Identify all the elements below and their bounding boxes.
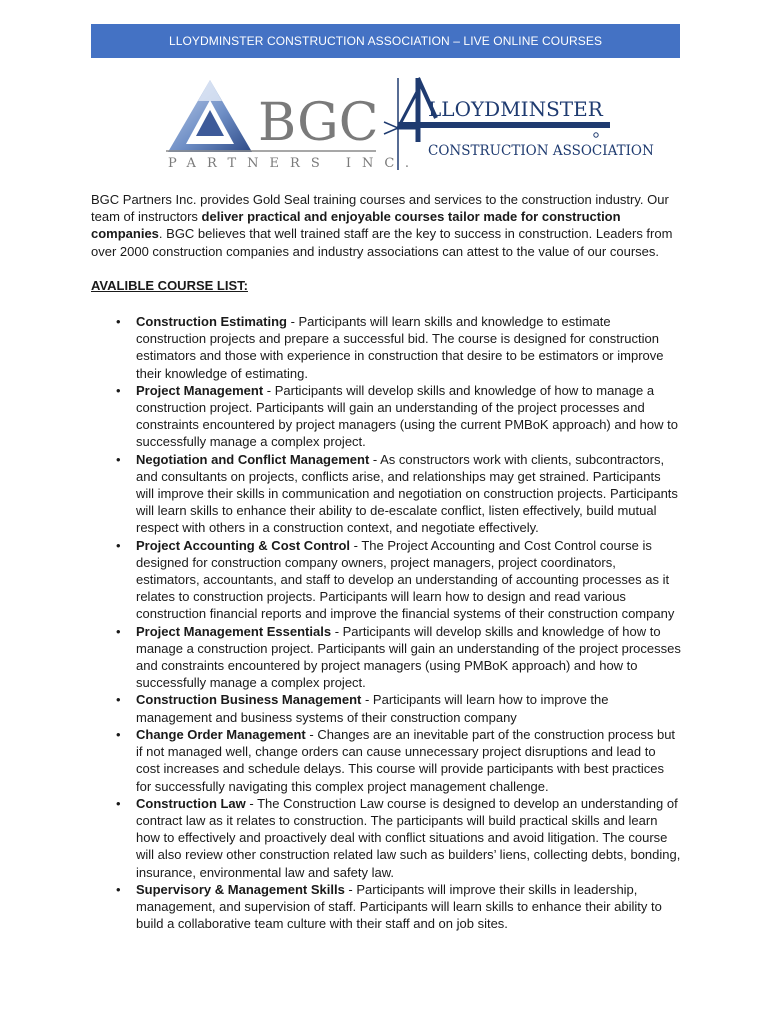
course-description: - The Project Accounting and Cost Control course is designed for construction company owners, project managers, project coordinators, estimators, accountants, and staff to develop an understanding of accounting processes as it relates to construction projects. Participants will learn how to design and read various construction financial reports and improve the financial systems of their construction company bbox=[136, 537, 675, 622]
bgc-triangle-icon bbox=[168, 80, 252, 152]
bullet-icon: • bbox=[116, 881, 121, 897]
course-description: - Participants will develop skills and knowledge of how to manage a construction project. Participants will gain an understanding of the project processes and constraints encountered by project managers (using PMBoK approach) and how to successfully manage a complex project. bbox=[136, 623, 681, 691]
course-item bbox=[91, 795, 681, 881]
bullet-icon: • bbox=[116, 451, 121, 467]
bullet-icon: • bbox=[116, 726, 121, 742]
lca-line1: LLOYDMINSTER bbox=[428, 97, 603, 121]
course-description: - Participants will learn skills and knowledge to estimate construction projects and prepare a successful bid. The course is designed for construction estimators and those with experience in construction that desire to be estimators or improve their knowledge of estimating. bbox=[136, 314, 664, 381]
course-name: Supervisory & Management Skills bbox=[136, 881, 345, 897]
course-description: - The Construction Law course is designed to develop an understanding of contract law as it relates to construction. The participants will build practical skills and learn how to effectively and proactively deal with conflict situations and avoid litigation. The course will also review other construction related law such as builders’ liens, collecting debts, bonding, insurance, environmental law and safety law. bbox=[136, 795, 681, 880]
course-name: Construction Estimating bbox=[136, 314, 287, 330]
header-banner bbox=[91, 24, 680, 58]
course-item bbox=[91, 726, 681, 795]
course-name: Construction Business Management bbox=[136, 692, 362, 708]
course-item bbox=[91, 451, 681, 537]
logo-row bbox=[0, 68, 770, 174]
bullet-icon: • bbox=[116, 795, 121, 811]
bgc-wordmark: BGC bbox=[258, 93, 379, 153]
course-name: Project Management Essentials bbox=[136, 623, 332, 639]
bgc-tagline: PARTNERS INC. bbox=[168, 156, 420, 171]
bgc-partners-logo bbox=[166, 74, 420, 171]
course-list bbox=[91, 313, 681, 932]
course-name: Project Management bbox=[136, 382, 264, 398]
course-name: Change Order Management bbox=[136, 726, 306, 742]
course-item bbox=[91, 537, 681, 623]
course-name: Project Accounting & Cost Control bbox=[136, 537, 351, 553]
intro-text-bold: deliver practical and enjoyable courses tailor made for construction companies bbox=[91, 209, 621, 242]
course-item bbox=[91, 313, 681, 382]
course-description: - Participants will improve their skills in leadership, management, and supervision of staff. Participants will learn skills to enhance their ability to build a collaborative team culture with their staff and on job sites. bbox=[136, 881, 662, 932]
course-item bbox=[91, 382, 681, 451]
course-list-heading: AVALIBLE COURSE LIST: bbox=[91, 277, 248, 293]
course-item bbox=[91, 623, 681, 692]
intro-text-1: BGC Partners Inc. provides Gold Seal training courses and services to the construction industry. Our team of instructors bbox=[91, 192, 669, 225]
main-content bbox=[91, 191, 681, 932]
banner-text: LLOYDMINSTER CONSTRUCTION ASSOCIATION – LIVE ONLINE COURSES bbox=[168, 34, 603, 48]
bullet-icon: • bbox=[116, 314, 121, 330]
course-name: Construction Law bbox=[136, 795, 246, 811]
bullet-icon: • bbox=[116, 692, 121, 708]
course-description: - As constructors work with clients, subcontractors, and consultants on projects, conflicts arise, and relationships may get strained. Participants will improve their skills in communication and negotiation on construction projects. Participants will learn skills to enhance their ability to de-escalate conflict, listen effectively, build mutual respect with others in a construction context, and negotiate effectively. bbox=[136, 451, 678, 536]
bullet-icon: • bbox=[116, 382, 121, 398]
lca-line2: CONSTRUCTION ASSOCIATION bbox=[428, 143, 654, 159]
intro-text-2: . BGC believes that well trained staff are the key to success in construction. Leaders from over 2000 construction companies and industry associations can attest to the value of our courses. bbox=[91, 226, 673, 259]
course-description: - Changes are an inevitable part of the construction process but if not managed well, change orders can cause unnecessary project disruptions and lead to cost increases and schedule delays. This course will provide participants with best practices for successfully navigating this complex project management challenge. bbox=[136, 726, 676, 794]
course-description: - Participants will learn how to improve the management and business systems of their construction company bbox=[136, 692, 609, 725]
lca-arrow-bar bbox=[398, 122, 610, 128]
intro-paragraph bbox=[91, 191, 681, 260]
bullet-icon: • bbox=[116, 537, 121, 553]
lloydminster-construction-association-logo bbox=[384, 72, 654, 176]
bullet-icon: • bbox=[116, 623, 121, 639]
course-description: - Participants will develop skills and knowledge of how to manage a construction project. Participants will gain an understanding of the project processes and constraints encountered by project managers (using the current PMBoK approach) and how to successfully manage a complex project. bbox=[136, 382, 678, 450]
course-item bbox=[91, 881, 681, 933]
course-item bbox=[91, 691, 681, 725]
course-name: Negotiation and Conflict Management bbox=[136, 451, 370, 467]
